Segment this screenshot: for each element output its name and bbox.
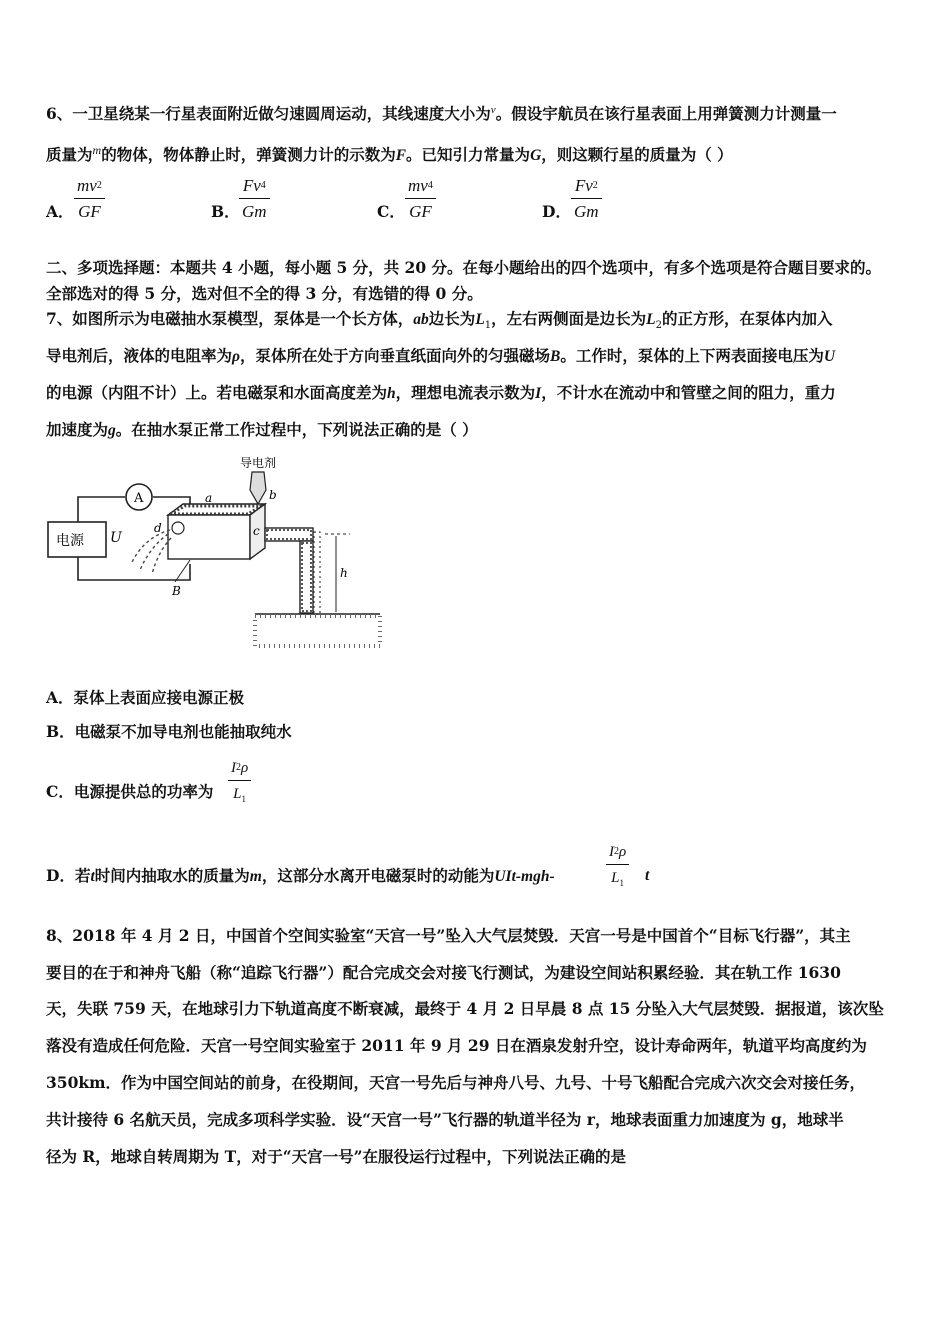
q6-option-d-fraction <box>571 176 602 222</box>
circuit-wire <box>78 497 125 522</box>
var-L: L <box>646 311 656 328</box>
q6-text: 。假设宇航员在该行星表面上用弹簧测力计测量一 <box>495 104 837 124</box>
water-stream <box>314 532 320 614</box>
var-t: t <box>90 868 95 885</box>
q6-option-a-fraction <box>74 176 105 222</box>
q7-option-d <box>46 866 555 887</box>
q6-text: ，则这颗行星的质量为（ ） <box>541 145 733 165</box>
q8-line-1: 8、2018 年 4 月 2 日，中国首个空间实验室“天宫一号”坠入大气层焚毁．天宫一号是中国首个“目标飞行器”，其主 <box>46 926 851 945</box>
exp: 2 <box>96 180 102 191</box>
sub-1: 1 <box>484 320 492 332</box>
num-I: I <box>609 844 614 860</box>
den-L: L <box>611 870 620 886</box>
num: mv <box>77 176 97 195</box>
inlet-hole <box>172 522 184 534</box>
q7-option-c-fraction <box>228 758 251 809</box>
var-L: L <box>475 311 485 328</box>
q7-text: 的正方形，在泵体内加入 <box>662 309 833 328</box>
q7-option-b: B．电磁泵不加导电剂也能抽取纯水 <box>46 722 292 741</box>
var-G: G <box>530 147 542 165</box>
q7-line-1 <box>46 309 833 336</box>
b-field-pointer <box>175 560 190 582</box>
var-ab: ab <box>413 311 429 328</box>
label-c: c <box>253 524 260 538</box>
q6-option-b-label: B． <box>211 202 240 221</box>
q7-text: ，不计水在流动中和管壁之间的阻力，重力 <box>541 383 836 402</box>
label-U: U <box>110 530 122 546</box>
fraction-bar <box>239 198 270 199</box>
var-rho: ρ <box>232 348 241 365</box>
q6-text: 。已知引力常量为 <box>406 145 531 165</box>
q6-text: 6、一卫星绕某一行星表面附近做匀速圆周运动，其线速度大小为 <box>46 104 491 124</box>
exp: 4 <box>427 180 433 191</box>
q7-text: ，这部分水离开电磁泵时的动能为 <box>261 866 495 885</box>
var-h: h <box>387 385 396 402</box>
fraction-bar <box>571 198 602 199</box>
q8-line-3: 天，失联 759 天，在地球引力下轨道高度不断衰减，最终于 4 月 2 日早晨 8 点 15 分坠入大气层焚毁．据报道，该次坠 <box>46 999 884 1018</box>
q8-line-5: 350km．作为中国空间站的前身，在役期间，天宫一号先后与神舟八号、九号、十号飞船配合完成六次交会对接任务， <box>46 1073 865 1092</box>
var-v: v <box>490 104 496 116</box>
den: Gm <box>574 202 599 221</box>
var-B: B <box>550 348 561 365</box>
q6-option-c-fraction <box>405 176 436 222</box>
num-rho: ρ <box>619 844 627 860</box>
pump-diagram <box>40 452 390 652</box>
section2-heading-line-2: 全部选对的得 5 分，选对但不全的得 3 分，有选错的得 0 分。 <box>46 284 483 303</box>
q6-line-1 <box>46 100 837 124</box>
q8-line-6: 共计接待 6 名航天员，完成多项科学实验．设“天宫一号”飞行器的轨道半径为 r，地球表面重力加速度为 g，地球半 <box>46 1110 844 1129</box>
var-m: m <box>92 143 102 157</box>
q7-text: D．若 <box>46 866 91 885</box>
water-spray <box>132 530 171 574</box>
q6-option-d-label: D． <box>542 202 571 221</box>
q7-option-a: A．泵体上表面应接电源正极 <box>46 688 245 707</box>
label-h: h <box>340 566 348 580</box>
label-B: B <box>172 584 181 598</box>
num: Fv <box>574 176 593 195</box>
water-body <box>255 616 380 646</box>
var-t-end: t <box>645 867 650 884</box>
q7-text: 边长为 <box>428 309 476 328</box>
var-F: F <box>395 147 407 165</box>
q7-text: 导电剂后，液体的电阻率为 <box>46 346 233 365</box>
sub: 1 <box>241 794 247 804</box>
var-m: m <box>249 868 262 885</box>
exp: 2 <box>614 846 619 857</box>
q8-line-4: 落没有造成任何危险．天宫一号空间实验室于 2011 年 9 月 29 日在酒泉发射升空，设计寿命两年，轨道平均高度约为 <box>46 1036 867 1055</box>
label-a: a <box>205 491 213 505</box>
q6-line-2 <box>46 140 733 166</box>
exp: 2 <box>592 180 598 191</box>
den: Gm <box>242 202 267 221</box>
sub-2: 2 <box>655 320 663 332</box>
fraction-bar <box>606 864 629 865</box>
exp: 2 <box>236 762 241 773</box>
q6-option-c-label: C． <box>377 202 405 221</box>
q7-text: ，左右两侧面是边长为 <box>491 309 647 328</box>
num-rho: ρ <box>241 760 249 776</box>
label-conductive-agent: 导电剂 <box>240 456 277 470</box>
var-g: g <box>108 422 116 439</box>
fraction-bar <box>74 198 105 199</box>
dropper-icon <box>250 472 266 504</box>
q7-text: ，泵体所在处于方向垂直纸面向外的匀强磁场 <box>240 346 551 365</box>
q7-text: ，理想电流表示数为 <box>395 383 536 402</box>
q6-option-a-label: A． <box>46 202 74 221</box>
q7-text: 7、如图所示为电磁抽水泵模型，泵体是一个长方体， <box>46 309 414 328</box>
label-b: b <box>269 488 277 502</box>
den: GF <box>78 202 101 221</box>
num-I: I <box>231 760 236 776</box>
circuit-wire <box>78 557 190 580</box>
expr: UIt-mgh- <box>494 868 555 885</box>
section2-heading-line-1: 二、多项选择题：本题共 4 小题，每小题 5 分，共 20 分。在每小题给出的四个选项中，有多个选项是符合题目要求的。 <box>46 258 882 277</box>
power-source-label: 电源 <box>56 533 84 549</box>
num: Fv <box>242 176 261 195</box>
den: GF <box>409 202 432 221</box>
pump-front-face <box>168 515 250 559</box>
var-I: I <box>535 385 542 402</box>
q7-text: 时间内抽取水的质量为 <box>94 866 250 885</box>
q7-text: 加速度为 <box>46 420 109 439</box>
fraction-bar <box>228 780 251 781</box>
label-d: d <box>154 521 162 535</box>
q7-line-4 <box>46 420 478 441</box>
q8-line-7: 径为 R，地球自转周期为 T，对于“天宫一号”在服役运行过程中，下列说法正确的是 <box>46 1147 627 1166</box>
q6-option-b-fraction <box>239 176 270 222</box>
var-U: U <box>823 348 836 365</box>
den-L: L <box>233 786 242 802</box>
q7-text: 的电源（内阻不计）上。若电磁泵和水面高度差为 <box>46 383 388 402</box>
q6-text: 的物体，物体静止时，弹簧测力计的示数为 <box>101 145 396 165</box>
fraction-bar <box>405 198 436 199</box>
num: mv <box>408 176 428 195</box>
q7-line-3 <box>46 383 836 404</box>
q7-text: 。在抽水泵正常工作过程中，下列说法正确的是（ ） <box>115 420 478 439</box>
ammeter-label: A <box>134 491 144 506</box>
sub: 1 <box>619 878 625 888</box>
exp: 4 <box>260 180 266 191</box>
q6-text: 质量为 <box>46 145 93 165</box>
q7-line-2 <box>46 346 835 367</box>
q8-line-2: 要目的在于和神舟飞船（称“追踪飞行器”）配合完成交会对接飞行测试，为建设空间站积累经验．其在轨工作 1630 <box>46 963 841 982</box>
q7-option-d-fraction <box>606 842 629 893</box>
q7-text: 。工作时，泵体的上下两表面接电压为 <box>560 346 824 365</box>
q7-option-c: C．电源提供总的功率为 <box>46 782 214 801</box>
